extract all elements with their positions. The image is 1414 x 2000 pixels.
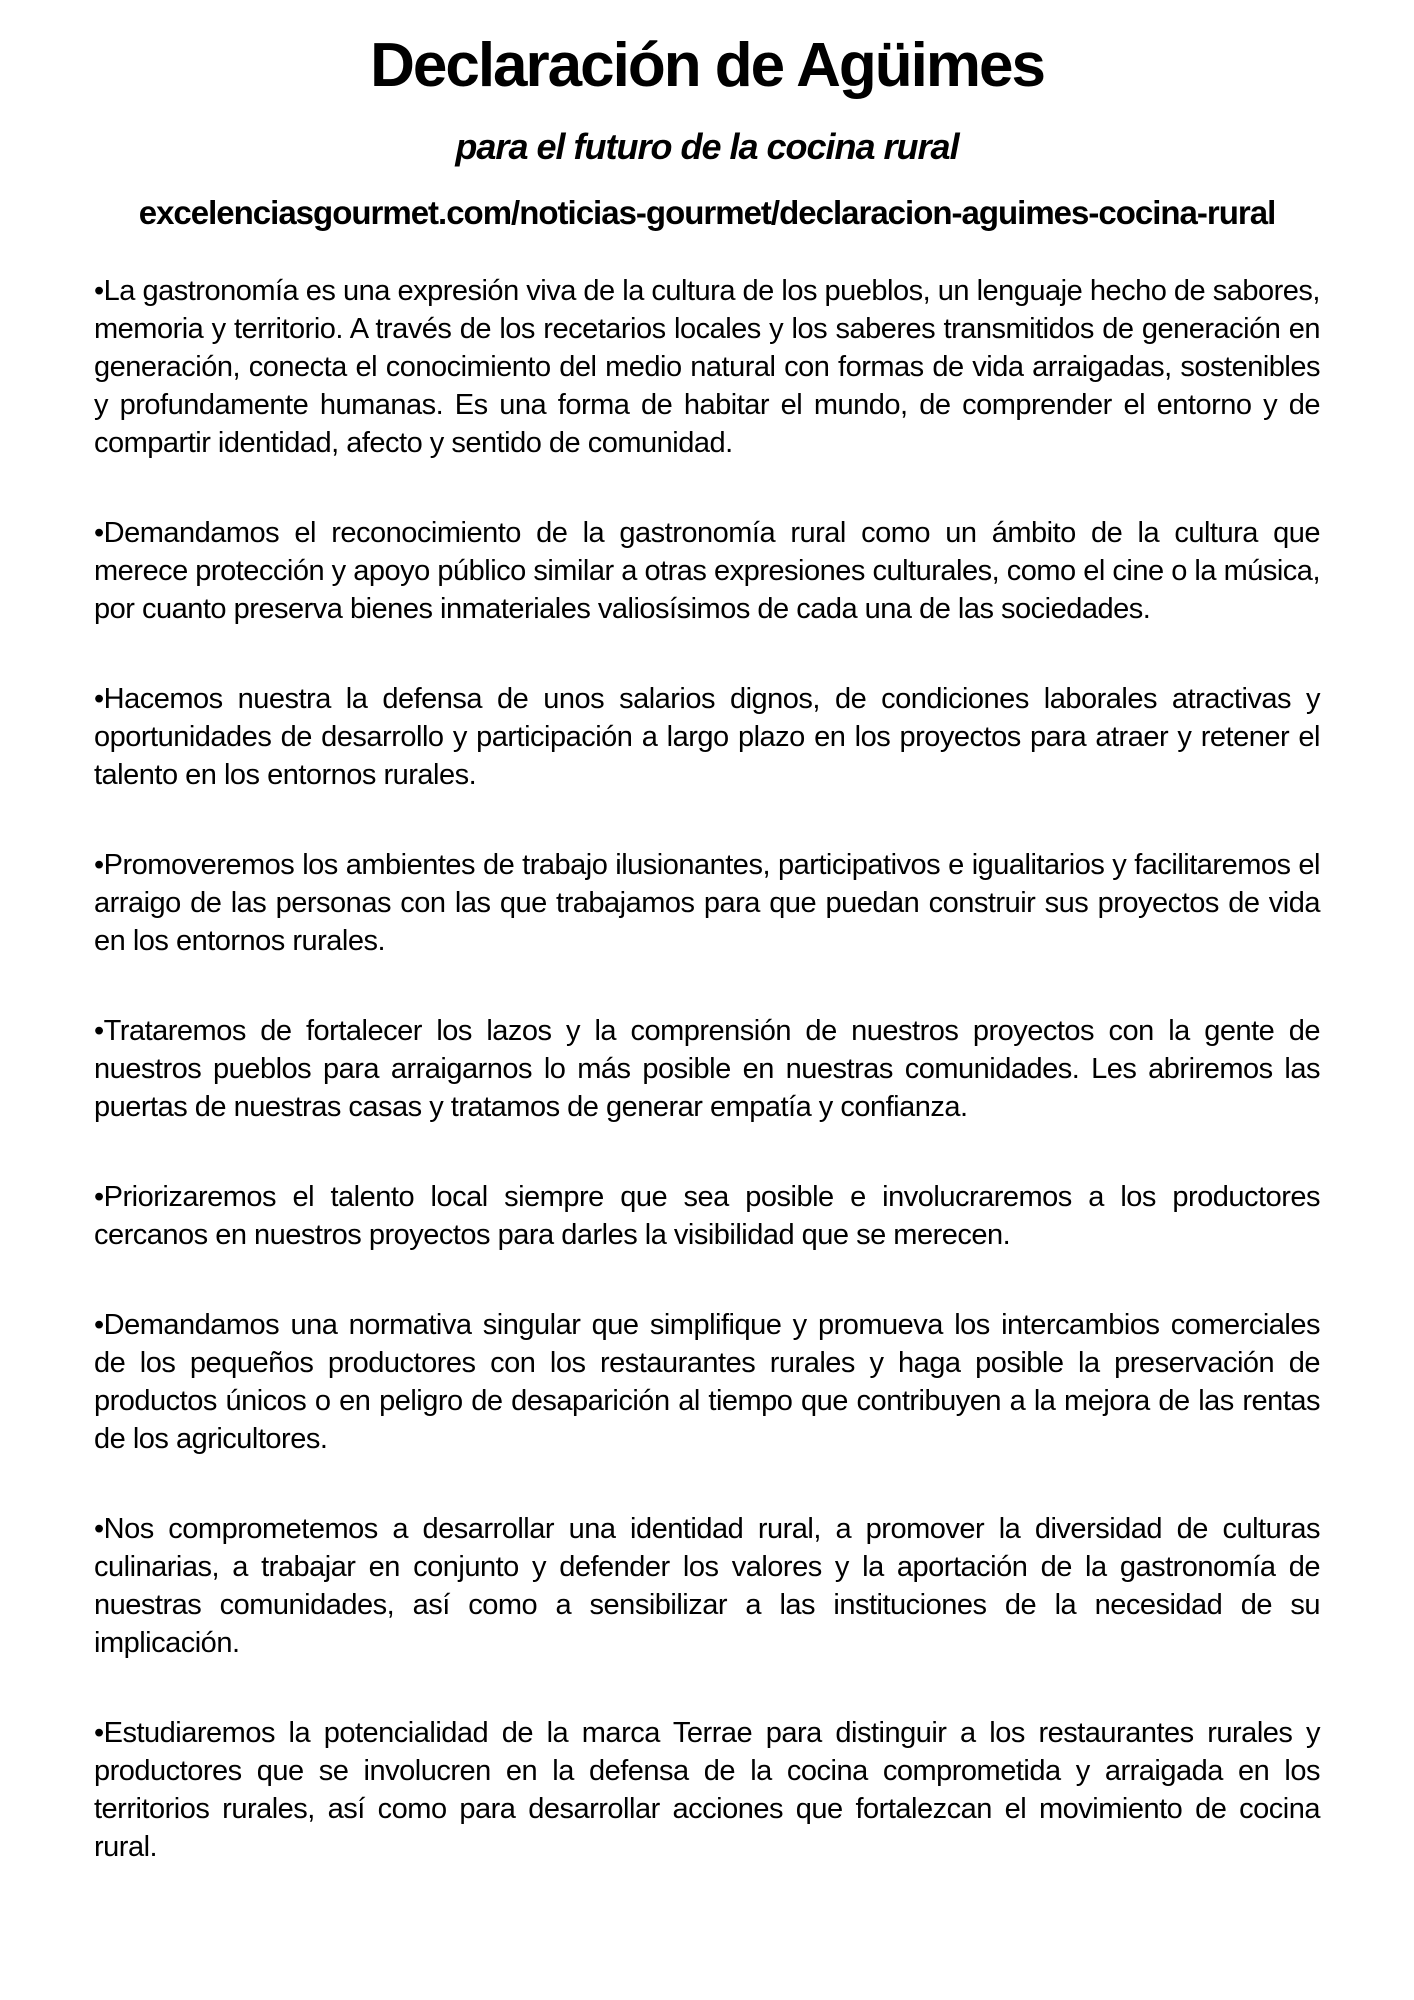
declaration-body: [0, 232, 1414, 1866]
declaration-paragraph: •Nos comprometemos a desarrollar una identidad rural, a promover la diversidad de culturas culinarias, a trabajar en conjunto y defender los valores y la aportación de la gastronomía de nuestras comunidades, así como a sensibilizar a las instituciones de la necesidad de su implicación.: [94, 1513, 1320, 1660]
declaration-paragraph: •Priorizaremos el talento local siempre que sea posible e involucraremos a los productores cercanos en nuestros proyectos para darles la visibilidad que se merecen.: [94, 1181, 1320, 1252]
declaration-paragraph: •Demandamos el reconocimiento de la gastronomía rural como un ámbito de la cultura que merece protección y apoyo público similar a otras expresiones culturales, como el cine o la música, por cuanto preserva bienes inmateriales valiosísimos de cada una de las sociedades.: [94, 517, 1320, 626]
declaration-paragraph: •Trataremos de fortalecer los lazos y la comprensión de nuestros proyectos con la gente de nuestros pueblos para arraigarnos lo más posible en nuestras comunidades. Les abriremos las puertas de nuestras casas y tratamos de generar empatía y confianza.: [94, 1015, 1320, 1124]
declaration-paragraph: •Hacemos nuestra la defensa de unos salarios dignos, de condiciones laborales atractivas y oportunidades de desarrollo y participación a largo plazo en los proyectos para atraer y retener el talento en los entornos rurales.: [94, 683, 1320, 792]
page-title: Declaración de Agüimes: [370, 31, 1044, 100]
declaration-paragraph: •Demandamos una normativa singular que simplifique y promueva los intercambios comerciales de los pequeños productores con los restaurantes rurales y haga posible la preservación de productos únicos o en peligro de desaparición al tiempo que contribuyen a la mejora de las rentas de los agricultores.: [94, 1309, 1320, 1456]
declaration-paragraph: •Estudiaremos la potencialidad de la marca Terrae para distinguir a los restaurantes rurales y productores que se involucren en la defensa de la cocina comprometida y arraigada en los territorios rurales, así como para desarrollar acciones que fortalezcan el movimiento de cocina rural.: [94, 1717, 1320, 1864]
source-url-text: excelenciasgourmet.com/noticias-gourmet/declaracion-aguimes-cocina-rural: [138, 194, 1276, 232]
declaration-paragraph: •La gastronomía es una expresión viva de la cultura de los pueblos, un lenguaje hecho de sabores, memoria y territorio. A través de los recetarios locales y los saberes transmitidos de generación en generación, conecta el conocimiento del medio natural con formas de vida arraigadas, sostenibles y profundamente humanas. Es una forma de habitar el mundo, de comprender el entorno y de compartir identidad, afecto y sentido de comunidad.: [94, 275, 1320, 460]
page-subtitle: para el futuro de la cocina rural: [455, 126, 959, 168]
declaration-paragraph: •Promoveremos los ambientes de trabajo ilusionantes, participativos e igualitarios y facilitaremos el arraigo de las personas con las que trabajamos para que puedan construir sus proyectos de vida en los entornos rurales.: [94, 849, 1320, 958]
document-header: [0, 32, 1414, 232]
